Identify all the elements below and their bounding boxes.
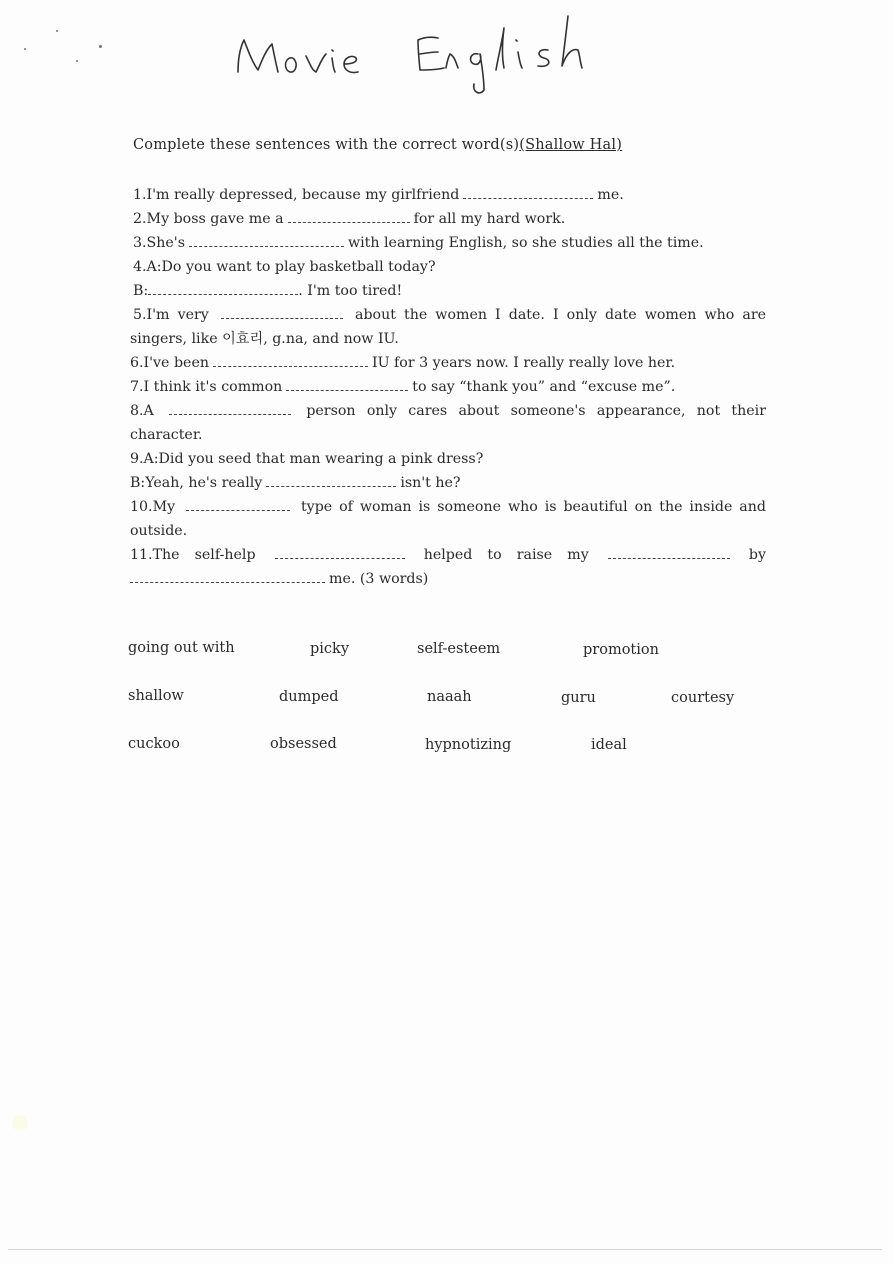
word-promotion: promotion [583, 642, 659, 658]
word-self-esteem: self-esteem [417, 641, 501, 657]
movie-source: (Shallow Hal) [519, 137, 623, 153]
word-ideal: ideal [591, 737, 627, 753]
word-hypnotizing: hypnotizing [425, 737, 512, 753]
question-11-cont: me. (3 words) [130, 567, 766, 591]
question-8-cont: character. [130, 427, 203, 443]
word-naaah: naaah [427, 689, 472, 705]
question-4a: 4.A:Do you want to play basketball today? [133, 259, 436, 275]
word-shallow: shallow [128, 688, 184, 704]
question-9b: B:Yeah, he's really isn't he? [130, 471, 766, 495]
question-3: 3.She's with learning English, so she studies all the time. [130, 231, 766, 255]
question-6: 6.I've been IU for 3 years now. I really really love her. [130, 351, 766, 375]
word-courtesy: courtesy [671, 690, 735, 706]
word-going-out-with: going out with [128, 640, 235, 656]
scan-smudge [12, 1115, 28, 1131]
instructions-text: Complete these sentences with the correct word(s) [133, 137, 520, 153]
question-4b: B: . I'm too tired! [130, 279, 766, 303]
question-7: 7.I think it's common to say “thank you” and “excuse me”. [130, 375, 766, 399]
page-edge-line [8, 1249, 882, 1250]
question-5: 5.I'm very about the women I date. I only date women who are [130, 303, 766, 327]
word-guru: guru [561, 690, 596, 706]
question-9a: 9.A:Did you seed that man wearing a pink dress? [130, 451, 484, 467]
question-10: 10.My type of woman is someone who is beautiful on the inside and [130, 495, 766, 519]
word-obsessed: obsessed [270, 736, 337, 752]
question-2: 2.My boss gave me a for all my hard work. [130, 207, 766, 231]
question-1: 1.I'm really depressed, because my girlfriend me. [130, 183, 766, 207]
question-11: 11.The self-help helped to raise my by [130, 543, 766, 567]
question-8: 8.A person only cares about someone's appearance, not their [130, 399, 766, 423]
question-10-cont: outside. [130, 523, 188, 539]
word-dumped: dumped [279, 689, 339, 705]
word-cuckoo: cuckoo [128, 736, 180, 752]
word-picky: picky [310, 641, 350, 657]
question-5-cont: singers, like 이효리, g.na, and now IU. [130, 331, 399, 347]
